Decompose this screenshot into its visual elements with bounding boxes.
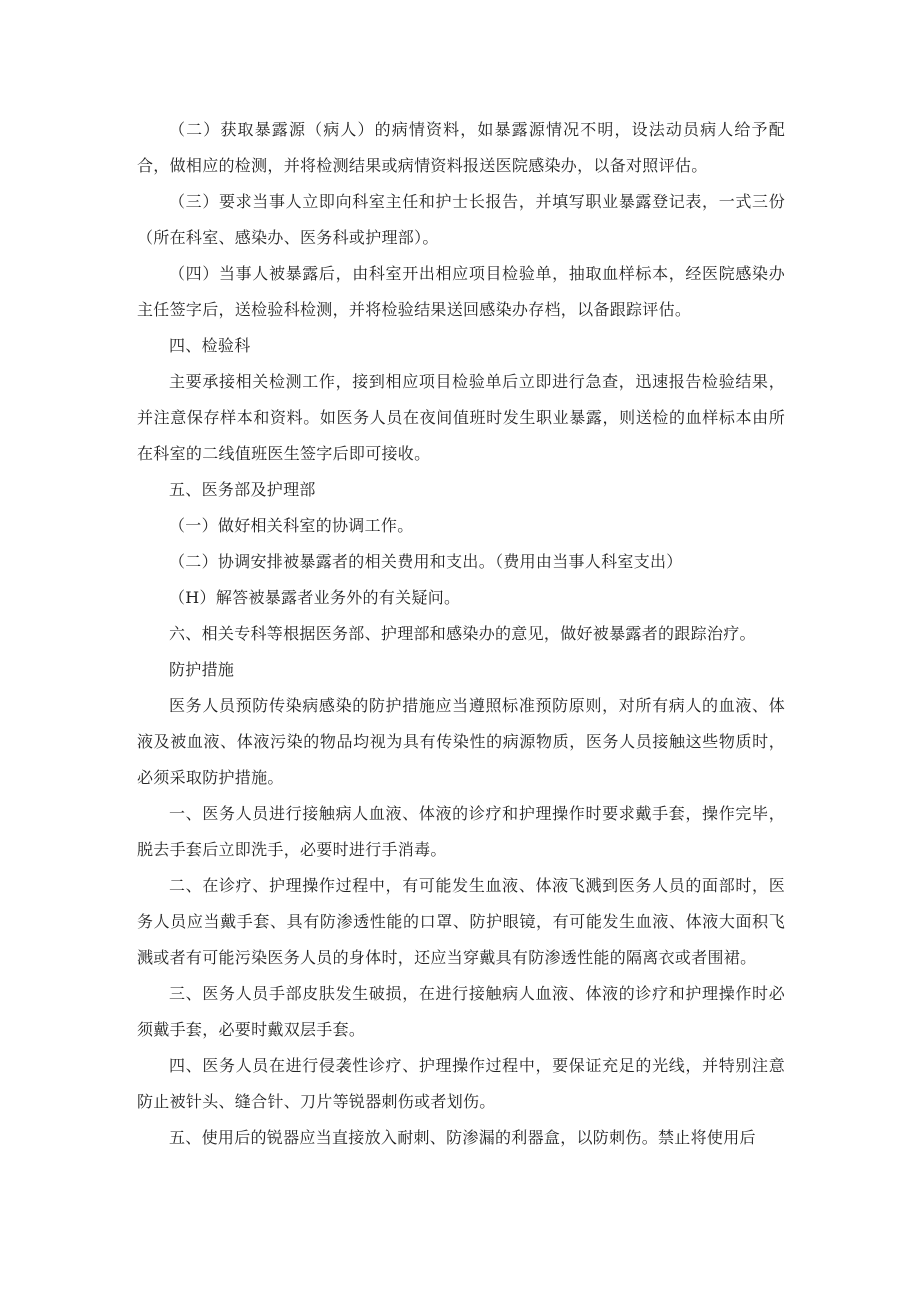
paragraph-gloves: 一、医务人员进行接触病人血液、体液的诊疗和护理操作时要求戴手套，操作完毕，脱去手套后立即洗手，必要时进行手消毒。 [137, 804, 785, 859]
paragraph-invasive-procedures: 四、医务人员在进行侵袭性诊疗、护理操作过程中，要保证充足的光线，并特别注意防止被针头、缝合针、刀片等锐器刺伤或者划伤。 [137, 1056, 785, 1111]
paragraph-sharps-disposal: 五、使用后的锐器应当直接放入耐刺、防渗漏的利器盒，以防刺伤。禁止将使用后 [169, 1128, 756, 1147]
section-heading-lab: 四、检验科 [169, 336, 251, 355]
paragraph-coordination: （一）做好相关科室的协调工作。 [169, 516, 414, 535]
paragraph-report-to-director: （三）要求当事人立即向科室主任和护士长报告，并填写职业暴露登记表，一式三份（所在科室、感染办、医务科或护理部）。 [137, 192, 785, 247]
document-page [137, 112, 785, 1156]
section-heading-protection: 防护措施 [169, 660, 235, 679]
paragraph-questions: （H）解答被暴露者业务外的有关疑问。 [169, 588, 461, 607]
section-heading-medical-nursing: 五、医务部及护理部 [169, 480, 316, 499]
paragraph-obtain-source-info: （二）获取暴露源（病人）的病情资料，如暴露源情况不明，设法动员病人给予配合，做相应的检测，并将检测结果或病情资料报送医院感染办，以备对照评估。 [137, 120, 785, 175]
paragraph-followup-treatment: 六、相关专科等根据医务部、护理部和感染办的意见，做好被暴露者的跟踪治疗。 [169, 624, 756, 643]
paragraph-blood-sample: （四）当事人被暴露后，由科室开出相应项目检验单，抽取血样标本，经医院感染办主任签字后，送检验科检测，并将检验结果送回感染办存档，以备跟踪评估。 [137, 264, 785, 319]
paragraph-lab-duties: 主要承接相关检测工作，接到相应项目检验单后立即进行急查，迅速报告检验结果，并注意保存样本和资料。如医务人员在夜间值班时发生职业暴露，则送检的血样标本由所在科室的二线值班医生签字后即可接收。 [137, 372, 785, 463]
paragraph-expenses: （二）协调安排被暴露者的相关费用和支出。（费用由当事人科室支出） [169, 552, 683, 571]
paragraph-face-protection: 二、在诊疗、护理操作过程中，有可能发生血液、体液飞溅到医务人员的面部时，医务人员应当戴手套、具有防渗透性能的口罩、防护眼镜，有可能发生血液、体液大面积飞溅或者有可能污染医务人员的身体时，还应当穿戴具有防渗透性能的隔离衣或者围裙。 [137, 876, 785, 967]
paragraph-standard-precautions: 医务人员预防传染病感染的防护措施应当遵照标准预防原则，对所有病人的血液、体液及被血液、体液污染的物品均视为具有传染性的病源物质，医务人员接触这些物质时，必须采取防护措施。 [137, 696, 785, 787]
paragraph-skin-damage: 三、医务人员手部皮肤发生破损，在进行接触病人血液、体液的诊疗和护理操作时必须戴手套，必要时戴双层手套。 [137, 984, 785, 1039]
